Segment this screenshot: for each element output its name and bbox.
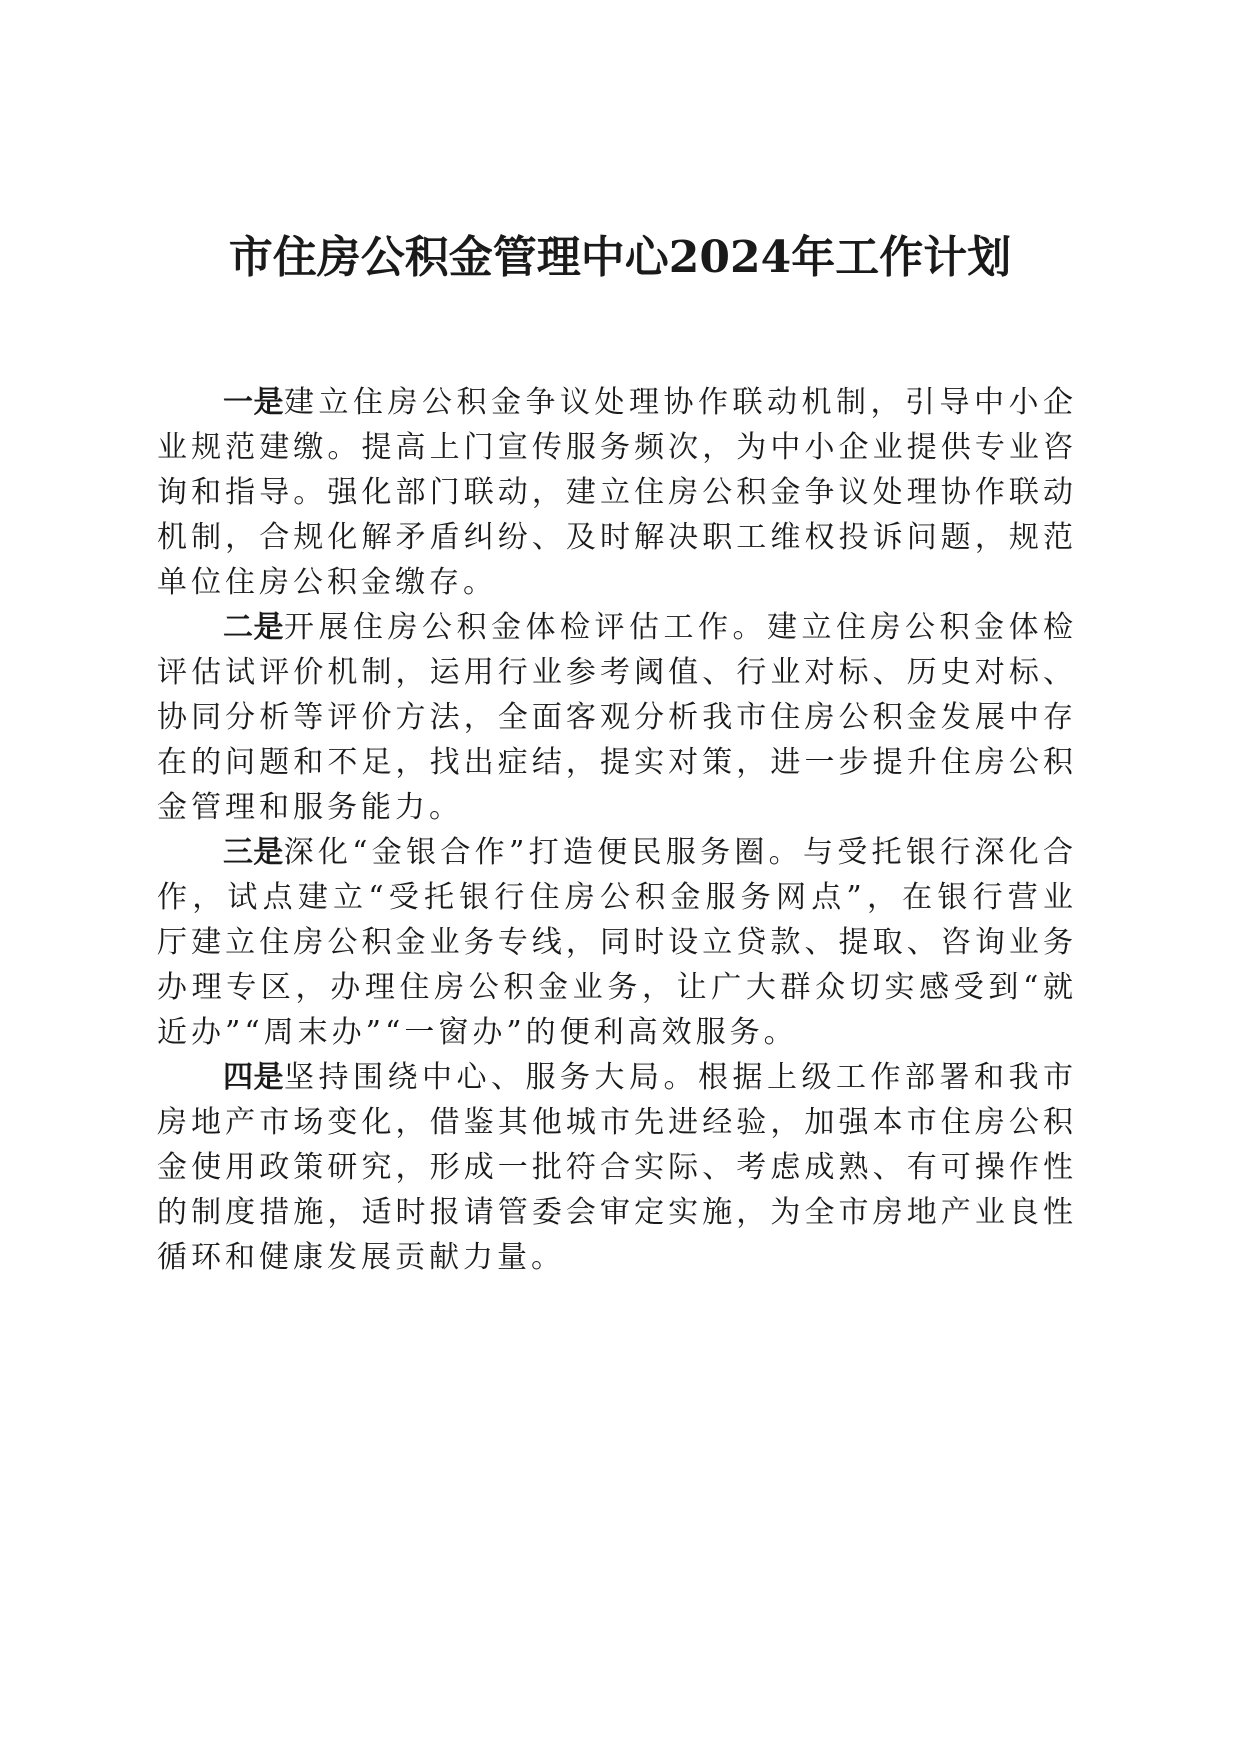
paragraph-lead: 二是 xyxy=(223,610,284,645)
document-body xyxy=(157,380,1077,1280)
document-title: 市住房公积金管理中心2024年工作计划 xyxy=(228,232,1012,283)
paragraph-text: 建立住房公积金争议处理协作联动机制，引导中小企业规范建缴。提高上门宣传服务频次，为中小企业提供专业咨询和指导。强化部门联动，建立住房公积金争议处理协作联动机制，合规化解矛盾纠纷、及时解决职工维权投诉问题，规范单位住房公积金缴存。 xyxy=(157,385,1077,600)
paragraph-text: 坚持围绕中心、服务大局。根据上级工作部署和我市房地产市场变化，借鉴其他城市先进经验，加强本市住房公积金使用政策研究，形成一批符合实际、考虑成熟、有可操作性的制度措施，适时报请管委会审定实施，为全市房地产业良性循环和健康发展贡献力量。 xyxy=(157,1060,1077,1275)
paragraph-text: 开展住房公积金体检评估工作。建立住房公积金体检评估试评价机制，运用行业参考阈值、行业对标、历史对标、协同分析等评价方法，全面客观分析我市住房公积金发展中存在的问题和不足，找出症结，提实对策，进一步提升住房公积金管理和服务能力。 xyxy=(157,610,1077,825)
paragraph-lead: 一是 xyxy=(223,385,284,420)
paragraph-lead: 四是 xyxy=(223,1060,284,1095)
paragraph-3 xyxy=(157,830,1077,1055)
paragraph-lead: 三是 xyxy=(223,835,284,870)
paragraph-1 xyxy=(157,380,1077,605)
paragraph-text: 深化“金银合作”打造便民服务圈。与受托银行深化合作，试点建立“受托银行住房公积金服务网点”，在银行营业厅建立住房公积金业务专线，同时设立贷款、提取、咨询业务办理专区，办理住房公积金业务，让广大群众切实感受到“就近办”“周末办”“一窗办”的便利高效服务。 xyxy=(157,835,1077,1050)
paragraph-2 xyxy=(157,605,1077,830)
paragraph-4 xyxy=(157,1055,1077,1280)
